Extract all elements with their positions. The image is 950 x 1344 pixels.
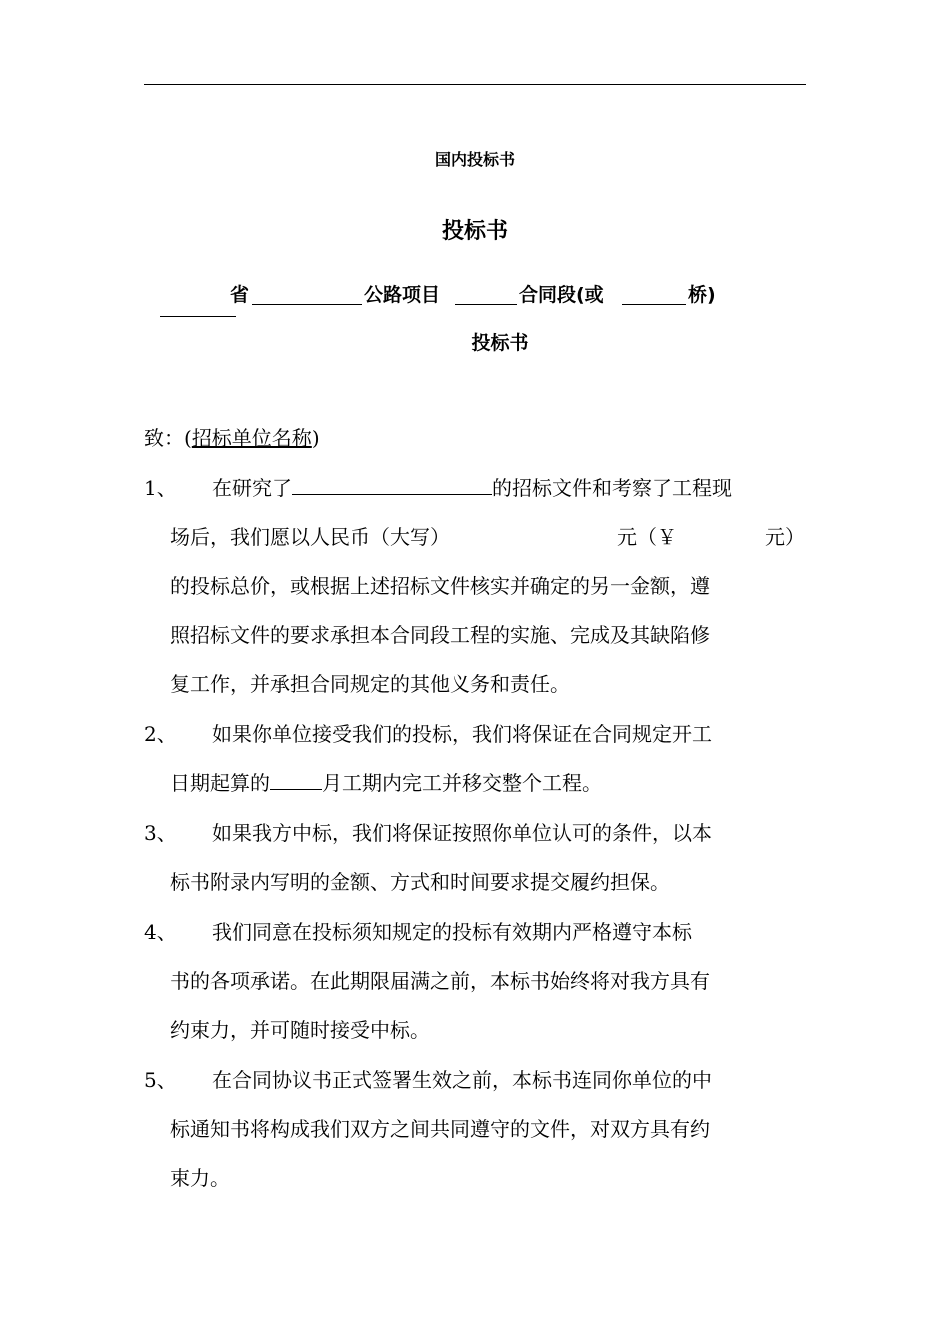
item-5-number: 5、 bbox=[144, 1068, 177, 1092]
addressee-prefix: 致：( bbox=[144, 426, 192, 450]
item-5-line-2: 标通知书将构成我们双方之间共同遵守的文件，对双方具有约 bbox=[170, 1117, 710, 1141]
addressee-line bbox=[144, 422, 320, 451]
item-4-line-2: 书的各项承诺。在此期限届满之前，本标书始终将对我方具有 bbox=[170, 969, 710, 993]
addressee-suffix: ) bbox=[311, 426, 320, 450]
project-blank bbox=[455, 304, 517, 305]
document-title: 投标书 bbox=[441, 219, 508, 244]
subtitle-title: 投标书 bbox=[471, 332, 529, 354]
item-5-line-3: 束力。 bbox=[170, 1166, 230, 1190]
item-1-line-5: 复工作，并承担合同规定的其他义务和责任。 bbox=[170, 672, 570, 696]
item-5-line-1: 在合同协议书正式签署生效之前，本标书连同你单位的中 bbox=[212, 1068, 712, 1092]
subtitle-line bbox=[0, 280, 950, 310]
subtitle-contract-section: 合同段(或 bbox=[519, 284, 604, 306]
item-4-line-3: 约束力，并可随时接受中标。 bbox=[170, 1018, 430, 1042]
item-1-line-2a: 场后，我们愿以人民币（大写） bbox=[170, 525, 450, 549]
header-rule bbox=[144, 84, 806, 85]
item-1-text-a: 在研究了 bbox=[212, 476, 292, 500]
header-title: 国内投标书 bbox=[434, 150, 515, 169]
item-2-line-1: 如果你单位接受我们的投标，我们将保证在合同规定开工 bbox=[212, 722, 712, 746]
item-1-line-4: 照招标文件的要求承担本合同段工程的实施、完成及其缺陷修 bbox=[170, 623, 710, 647]
item-3-line-2: 标书附录内写明的金额、方式和时间要求提交履约担保。 bbox=[170, 870, 670, 894]
item-4-number: 4、 bbox=[144, 920, 177, 944]
subtitle-bridge: 桥) bbox=[688, 284, 716, 306]
item-2-number: 2、 bbox=[144, 722, 177, 746]
item-2-text-a: 日期起算的 bbox=[170, 771, 270, 795]
subtitle-province: 省 bbox=[230, 284, 250, 306]
item-1-line-1 bbox=[212, 472, 732, 501]
studied-blank bbox=[292, 493, 492, 495]
addressee-name: 招标单位名称 bbox=[191, 426, 312, 450]
months-blank bbox=[270, 788, 322, 790]
item-3-line-1: 如果我方中标，我们将保证按照你单位认可的条件，以本 bbox=[212, 821, 712, 845]
province-prefix-blank bbox=[160, 316, 236, 317]
item-2-line-2 bbox=[170, 767, 602, 796]
item-2-text-b: 月工期内完工并移交整个工程。 bbox=[322, 771, 602, 795]
province-blank bbox=[252, 304, 362, 305]
item-1-number: 1、 bbox=[144, 476, 177, 500]
item-1-line-3: 的投标总价，或根据上述招标文件核实并确定的另一金额，遵 bbox=[170, 574, 710, 598]
item-4-line-1: 我们同意在投标须知规定的投标有效期内严格遵守本标 bbox=[212, 920, 692, 944]
item-1-line-2c: 元） bbox=[765, 525, 805, 549]
item-3-number: 3、 bbox=[144, 821, 177, 845]
item-1-text-b: 的招标文件和考察了工程现 bbox=[492, 476, 732, 500]
item-1-line-2b: 元（￥ bbox=[617, 525, 677, 549]
subtitle-highway-project: 公路项目 bbox=[364, 284, 441, 306]
bridge-blank bbox=[622, 304, 686, 305]
